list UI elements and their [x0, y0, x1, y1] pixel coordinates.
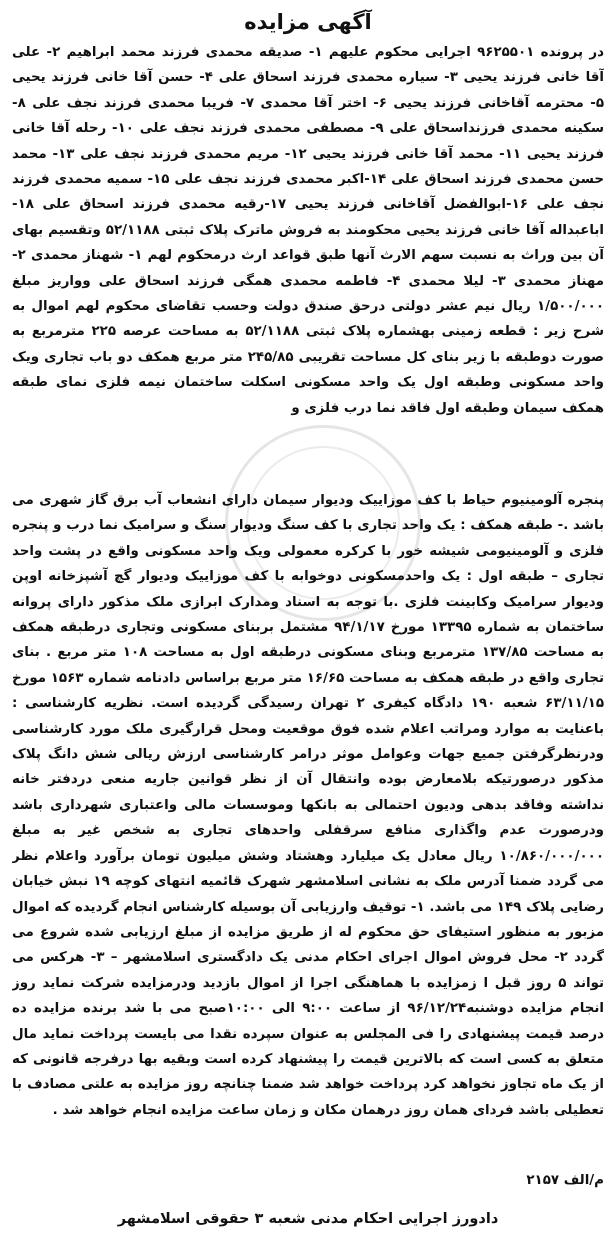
reference-number: م/الف ۲۱۵۷ [526, 1173, 604, 1188]
notice-paragraph-2: پنجره آلومینیوم حیاط با کف موزاییک ودیوار سیمان دارای انشعاب آب برق گاز شهری می باشد .- طبقه همکف : یک واحد تجاری با کف سنگ ودیوار سنگ و سرامیک نما درب و پنجره فلزی و آلومینیومی شیشه خور با کرکره معمولی ویک واحد مسکونی واقع در پشت واحد تجاری – طبقه اول : یک واحدمسکونی دوخوابه با کف موزاییک ودیوار گچ آشپزخانه اوپن ودیوار سرامیک وکابینت فلزی .با توجه به اسناد ومدارک ابرازی ملک مذکور دارای پروانه ساختمان به شماره ۱۳۳۹۵ مورخ ۹۴/۱/۱۷ مشتمل بربنای مسکونی وتجاری درطبقه همکف به مساحت ۱۳۷/۸۵ مترمربع وبنای مسکونی درطبقه اول به مساحت ۱۰۸ متر مربع . بنای تجاری واقع در طبقه همکف به مساحت ۱۶/۶۵ متر مربع براساس دادنامه شماره ۱۵۶۳ مورخ ۶۳/۱۱/۱۵ شعبه ۱۹۰ دادگاه کیفری ۲ تهران رسیدگی گردیده است. نظریه کارشناسی : باعنایت به موارد ومراتب اعلام شده فوق موقعیت ومحل قرارگیری ملک مورد کارشناسی ودرنظرگرفتن جمیع جهات وعوامل موثر درامر کارشناسی ارزش ریالی شش دانگ پلاک مذکور درصورتیکه بلامعارض بوده وانتقال آن از نظر قوانین جاریه منعی دردفتر خانه نداشته وفاقد بدهی ودیون احتمالی به بانکها وموسسات مالی واعتباری شهرداری باشد ودرصورت عدم واگذاری منافع سرقفلی واحدهای تجاری به شخص غیر به مبلغ ۱۰/۸۶۰/۰۰۰/۰۰۰ ریال معادل یک میلیارد وهشتاد وشش میلیون تومان برآورد واعلام نظر می گردد ضمنا آدرس ملک به نشانی اسلامشهر شهرک قائمیه انتهای کوچه ۱۹ نبش خیابان رضایی پلاک ۱۴۹ می باشد. ۱- توقیف وارزیابی آن بوسیله کارشناس انجام گردیده که اموال مزبور به منظور استیفای حق محکوم له از طریق مزایده از مبلغ ارزیابی شده شروع می گردد ۲- محل فروش اموال اجرای احکام مدنی یک دادگستری اسلامشهر – ۳- هرکس می تواند ۵ روز قبل ا زمزایده با هماهنگی اجرا از اموال بازدید ودرمزایده شرکت نماید روز انجام مزایده دوشنبه۹۶/۱۲/۲۴ از ساعت ۹:۰۰ الی ۱۰:۰۰صبح می با شد برنده مزایده ده درصد قیمت پیشنهادی را فی المجلس به عنوان سپرده نقدا می بایست پرداخت نماید مال متعلق به کسی است که بالاترین قیمت را پیشنهاد کرده است وبقیه بها درفرجه قانونی که از یک ماه تجاوز نخواهد کرد پرداخت خواهد شد ضمنا چنانچه روز مزایده به علتی مصادف با تعطیلی باشد فردای همان روز درهمان مکان و زمان ساعت مزایده انجام خواهد شد . [12, 493, 604, 1118]
notice-title: آگهی مزایده [244, 10, 372, 34]
notice-paragraph-1: در پرونده ۹۶۲۵۵۰۱ اجرایی محکوم علیهم ۱- صدیقه محمدی فرزند محمد ابراهیم ۲- علی آقا خانی فرزند یحیی ۳- سیاره محمدی فرزند اسحاق علی ۴- حسن آقا خانی فرزند یحیی ۵- محترمه آقاخانی فرزند یحیی ۶- اختر آقا محمدی ۷- فریبا محمدی فرزند نجف علی ۸- سکینه محمدی فرزنداسحاق علی ۹- مصطفی محمدی فرزند نجف علی ۱۰- رحله آقا خانی فرزند یحیی ۱۱- محمد آقا خانی فرزند یحیی ۱۲- مریم محمدی فرزند نجف علی ۱۳- محمد حسن محمدی فرزند اسحاق علی ۱۴-اکبر محمدی فرزند نجف علی ۱۵- سمیه محمدی فرزند نجف علی ۱۶-ابوالفضل آقاخانی فرزند یحیی ۱۷-رقیه محمدی فرزند اسحاق علی ۱۸-اباعبداله آقا خانی فرزند یحیی محکومند به فروش ماترک پلاک ثبتی ۵۲/۱۱۸۸ وتقسیم بهای آن بین وراث به نسبت سهم الارث آنها طبق قواعد ارث درمحکوم لهم ۱- شهناز محمدی ۲-مهناز محمدی ۳- لیلا محمدی ۴- فاطمه محمدی همگی فرزند اسحاق علی وواریز مبلغ ۱/۵۰۰/۰۰۰ ریال نیم عشر دولتی درحق صندق دولت وحسب تقاضای محکوم لهم اموال به شرح زیر : قطعه زمینی بهشماره پلاک ثبتی ۵۲/۱۱۸۸ به مساحت عرصه ۲۲۵ مترمربع به صورت دوطبقه با زیر بنای کل مساحت تقریبی ۲۴۵/۸۵ متر مربع همکف دو باب تجاری ویک واحد مسکونی وطبقه اول یک واحد مسکونی اسکلت ساختمان نیمه فلزی نمای طبقه همکف سیمان وطبقه اول فاقد نما درب فلزی و [12, 45, 604, 416]
fold-gap [12, 458, 604, 488]
issuer-signature: دادورز اجرایی احکام مدنی شعبه ۳ حقوقی اسلامشهر [117, 1211, 499, 1227]
